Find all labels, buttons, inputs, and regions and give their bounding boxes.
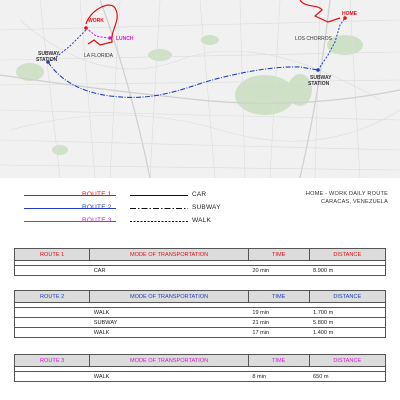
subway-station-left-label (36, 51, 61, 63)
mode-cell: SUBWAY (90, 318, 249, 328)
time-cell: 19 min (248, 308, 309, 318)
table-row (15, 318, 386, 328)
legend-route-1-line (24, 195, 116, 196)
legend-route-3-label: ROUTE 3 (82, 217, 112, 224)
mode-cell: WALK (90, 328, 249, 338)
legend-route-2-label: ROUTE 2 (82, 204, 112, 211)
subway-station-right-label (308, 75, 333, 87)
legend-walk-label: WALK (192, 217, 211, 224)
legend-subway-label: SUBWAY (192, 204, 221, 211)
route-1-distance-header: DISTANCE (309, 249, 385, 261)
time-cell: 20 min (248, 266, 309, 276)
home-label: HOME (342, 11, 357, 17)
distance-cell: 1.700 m (309, 308, 385, 318)
los-chorros-label: LOS CHORROS (295, 36, 332, 42)
legend-walk-line (130, 220, 188, 223)
legend-car-line (130, 195, 188, 196)
mode-cell: WALK (90, 308, 249, 318)
subway-right-line2: STATION (308, 81, 330, 87)
time-cell: 21 min (248, 318, 309, 328)
subway-right-line1: SUBWAY (310, 75, 332, 81)
map-caption (306, 190, 388, 206)
route-3-distance-header: DISTANCE (309, 355, 385, 367)
caption-line-1: HOME - WORK DAILY ROUTE (305, 191, 388, 197)
work-label: WORK (88, 18, 104, 24)
subway-left-line2: STATION (36, 57, 58, 63)
subway-left-line1: SUBWAY (38, 51, 60, 57)
route-1-mode-header: MODE OF TRANSPORTATION (90, 249, 249, 261)
route-2-mode-header: MODE OF TRANSPORTATION (90, 291, 249, 303)
lunch-label: LUNCH (116, 36, 134, 42)
route-3-time-header: TIME (248, 355, 309, 367)
route-1-header: ROUTE 1 (15, 249, 90, 261)
distance-cell: 650 m (309, 372, 385, 382)
work-marker (84, 26, 88, 30)
table-row (15, 372, 386, 382)
mode-cell: CAR (90, 266, 249, 276)
route-2-time-header: TIME (248, 291, 309, 303)
route-map (0, 0, 400, 178)
map-canvas (0, 0, 400, 178)
lunch-marker (108, 36, 112, 40)
caption-line-2: CARACAS, VENEZUELA (320, 199, 388, 205)
time-cell: 17 min (248, 328, 309, 338)
route-3-table (14, 354, 386, 382)
table-row (15, 328, 386, 338)
distance-cell: 5.800 m (309, 318, 385, 328)
subway-station-right-marker (316, 68, 320, 72)
time-cell: 8 min (248, 372, 309, 382)
table-row (15, 308, 386, 318)
route-3-header: ROUTE 3 (15, 355, 90, 367)
mode-cell: WALK (90, 372, 249, 382)
route-2-table (14, 290, 386, 338)
legend-subway-line (130, 207, 188, 210)
legend-route-3-line (24, 221, 116, 222)
legend-route-2-line (24, 208, 116, 209)
route-3-mode-header: MODE OF TRANSPORTATION (90, 355, 249, 367)
route-2-distance-header: DISTANCE (309, 291, 385, 303)
route-2-header: ROUTE 2 (15, 291, 90, 303)
distance-cell: 8.900 m (309, 266, 385, 276)
distance-cell: 1.400 m (309, 328, 385, 338)
route-1-time-header: TIME (248, 249, 309, 261)
legend-car-label: CAR (192, 191, 207, 198)
legend-route-1-label: ROUTE 1 (82, 191, 112, 198)
la-florida-label: LA FLORIDA (84, 53, 113, 59)
table-row (15, 266, 386, 276)
route-1-table (14, 248, 386, 276)
